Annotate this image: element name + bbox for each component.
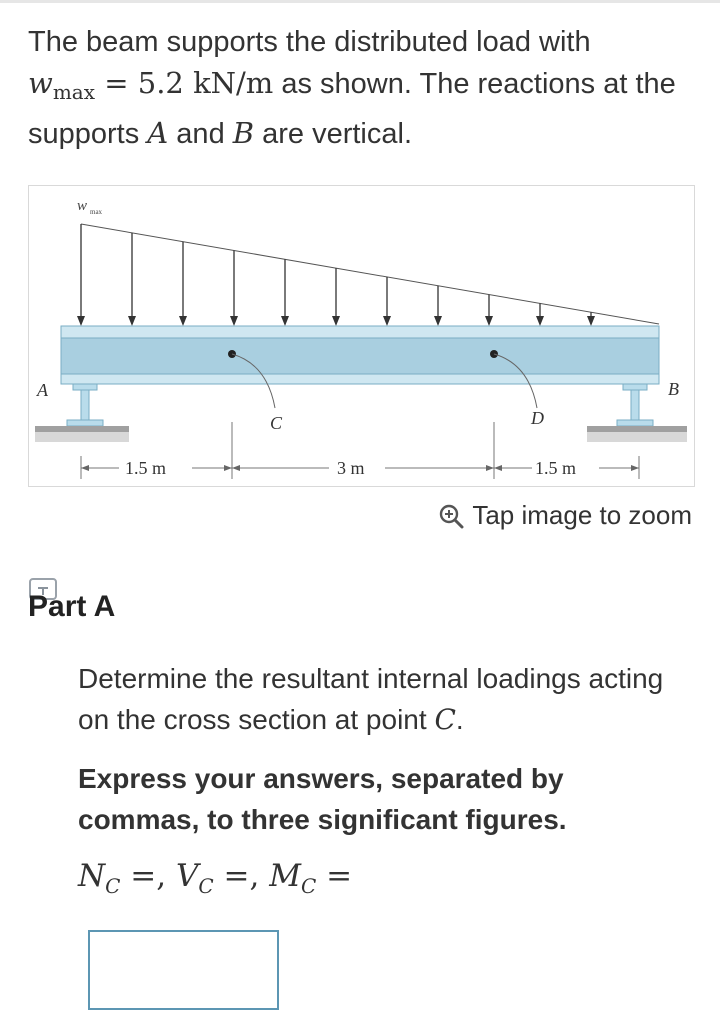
support-b-label: B [668,379,679,399]
part-prompt [78,658,678,740]
beam-figure[interactable] [28,185,695,487]
load-arrow-head [230,316,238,326]
w-symbol: w [28,66,53,100]
dimension-left-label: 1.5 m [125,458,167,478]
n-equals: = [120,858,157,894]
answer-instructions: Express your answers, separated by commas, to three significant figures. [78,763,567,835]
n-symbol: N [78,858,106,894]
answer-input[interactable] [88,930,279,1010]
m-equals: = [316,858,353,894]
problem-end: are vertical. [254,118,413,150]
load-arrows [77,224,595,326]
tap-to-zoom[interactable] [438,500,692,531]
beam-top-flange [61,326,659,338]
and-word: and [168,118,233,150]
load-label: w [77,198,88,214]
problem-statement [28,22,688,155]
dimension-right-label: 1.5 m [535,458,577,478]
problem-continuation: as shown. The reactions at the supports [28,68,676,150]
dimension-middle-label: 3 m [337,458,365,478]
w-subscript: max [52,80,95,104]
zoom-label: Tap image to zoom [472,500,692,530]
answer-variables [78,858,352,898]
n-subscript: C [105,874,121,898]
top-divider [0,0,720,3]
v-subscript: C [198,874,214,898]
part-title[interactable]: Part A [28,590,116,623]
support-a-ref: A [147,116,169,150]
load-arrow-head [536,316,544,326]
support-b-ref: B [232,116,255,150]
load-arrow-head [128,316,136,326]
point-c-label: C [270,413,283,433]
comma-2: , [249,858,270,894]
load-arrow-head [332,316,340,326]
point-d-label: D [531,408,544,428]
load-arrow-head [383,316,391,326]
m-symbol: M [269,858,302,894]
prompt-end: . [455,704,464,735]
beam-web [61,338,659,374]
v-equals: = [213,858,250,894]
beam-diagram [29,186,696,488]
load-envelope [81,224,659,324]
load-arrow-head [179,316,187,326]
load-arrow-head [281,316,289,326]
prompt-text: Determine the resultant internal loadings acting on the cross section at point [78,663,664,735]
zoom-in-icon [438,503,464,529]
v-symbol: V [176,858,199,894]
problem-intro: The beam supports the distributed load with [28,26,591,58]
support-a [35,384,129,442]
load-arrow-head [77,316,85,326]
equals-sign: = [95,66,138,100]
beam-bottom-flange [61,374,659,384]
m-subscript: C [301,874,317,898]
load-arrow-head [434,316,442,326]
prompt-point: C [434,703,456,736]
load-arrow-head [485,316,493,326]
comma-1: , [156,858,176,894]
load-label-sub: max [90,208,103,216]
load-value: 5.2 kN/m [137,66,274,100]
support-a-label: A [37,380,48,400]
load-arrow-head [587,316,595,326]
